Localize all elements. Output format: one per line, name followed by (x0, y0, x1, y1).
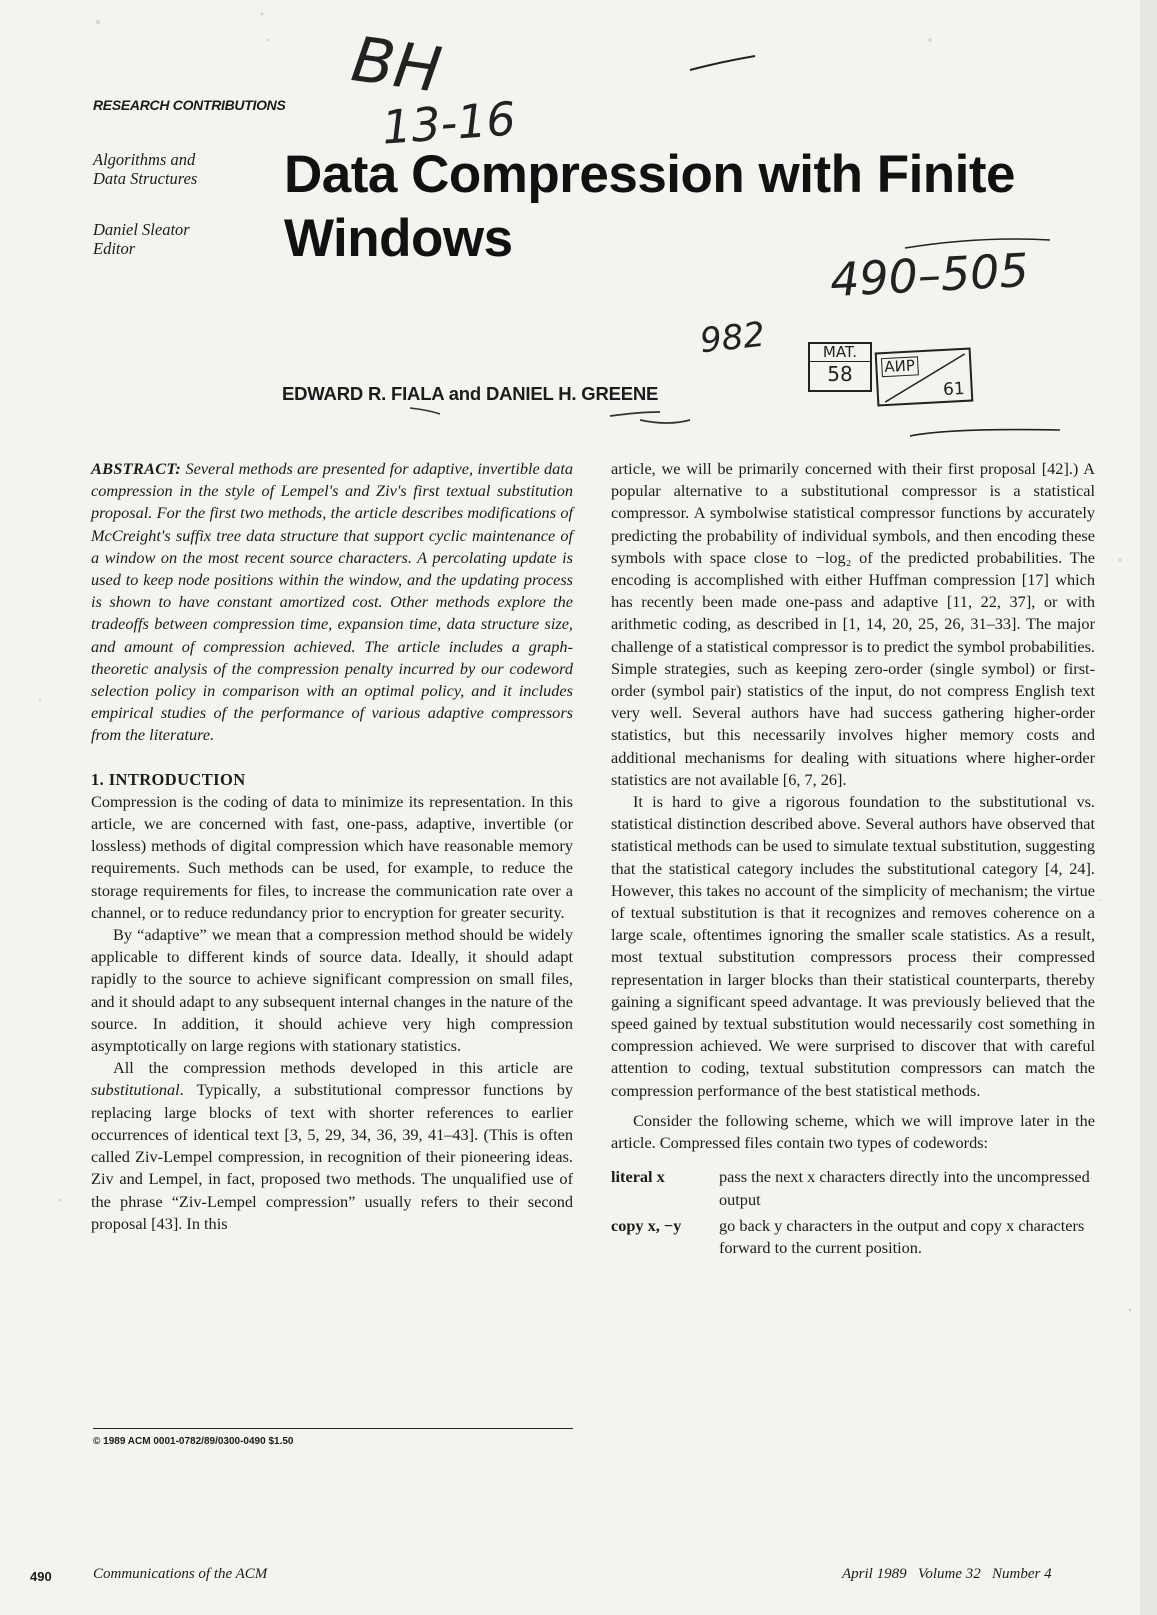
handwritten-pages: 490–505 (828, 242, 1030, 308)
abstract-text: Several methods are presented for adaptive, invertible data compression in the style of Lempel's and Ziv's first textual substitution proposal. For the first two methods, the article describes modifications of McCreight's suffix tree data structure that support cyclic maintenance of a window on the most recent source characters. A percolating update is used to keep node positions within the window, and the updating process is shown to have constant amortized cost. Other methods explore the tradeoffs between compression time, expansion time, data structure size, and amount of compression achieved. The article includes a graph-theoretic analysis of the compression penalty incurred by our codeword selection policy in comparison with an optimal policy, and it includes empirical studies of the performance of various adaptive compressors from the literature. (91, 459, 573, 745)
editor-role: Editor (93, 239, 136, 258)
section-label: RESEARCH CONTRIBUTIONS (93, 97, 286, 113)
abstract-label: ABSTRACT: (91, 459, 182, 478)
abstract (91, 458, 573, 747)
aip-stamp-number: 61 (942, 378, 966, 401)
intro-paragraph-1: Compression is the coding of data to minimize its representation. In this article, we are concerned with fast, one-pass, adaptive, invertible (or lossless) methods of digital compression which have reasonable memory requirements. Such methods can be used, for example, to reduce the storage requirements for files, to increase the communication rate over a channel, or to reduce redundancy prior to encryption for greater security. (91, 791, 573, 922)
body-paragraph-3: Consider the following scheme, which we will improve later in the article. Compressed files contain two types of codewords: (611, 1110, 1095, 1153)
department (93, 150, 197, 188)
issue-info: April 1989 Volume 32 Number 4 (842, 1566, 1052, 1582)
copyright-notice: © 1989 ACM 0001-0782/89/0300-0490 $1.50 (93, 1436, 294, 1447)
department-line2: Data Structures (93, 169, 198, 188)
codeword-literal-desc: pass the next x characters directly into the uncompressed output (719, 1167, 1090, 1209)
handwritten-number: 982 (698, 314, 767, 362)
editor (93, 220, 190, 258)
aip-stamp-label: АИР (881, 356, 918, 377)
mat-stamp (808, 342, 872, 392)
intro-paragraph-3 (91, 1057, 573, 1235)
codeword-copy-desc: go back y characters in the output and copy x characters forward to the current position. (719, 1215, 1085, 1257)
footnote-rule (93, 1428, 573, 1429)
intro-p3-end: . Typically, a substitutional compressor functions by replacing large blocks of text with shorter references to earlier occurrences of identical text [3, 5, 29, 34, 36, 39, 41–43]. (This is often called Ziv-Lempel compression, in recognition of their pioneering ideas. Ziv and Lempel, in fact, proposed two methods. The unqualified use of the phrase “Ziv-Lempel compression” usually refers to their second proposal [43]. In this (91, 1080, 573, 1233)
mat-stamp-label: MAT. (810, 344, 870, 362)
title-line2: Windows (284, 209, 513, 268)
intro-paragraph-2: By “adaptive” we mean that a compression method should be widely applicable to different kinds of source data. Ideally, it should adapt rapidly to the source to achieve significant compression on small files, and it should adapt to any subsequent internal changes in the nature of the source. In addition, it should achieve very high compression asymptotically on large regions with stationary statistics. (91, 925, 573, 1056)
journal-name: Communications of the ACM (93, 1566, 268, 1582)
title-line1: Data Compression with Finite (284, 145, 1016, 204)
right-column (611, 458, 1095, 1259)
article-title (284, 143, 1104, 271)
department-line1: Algorithms and (93, 150, 196, 169)
codeword-copy-key: copy x, −y (611, 1215, 682, 1235)
aip-stamp (875, 348, 974, 407)
mat-stamp-number: 58 (827, 362, 853, 386)
intro-p3-emphasis: substitutional (91, 1080, 180, 1100)
handwritten-initials: BH (347, 22, 446, 107)
handwritten-range: 13-16 (380, 91, 518, 155)
page-number: 490 (30, 1569, 52, 1584)
left-column (91, 458, 573, 1235)
section-heading-introduction: 1. INTRODUCTION (91, 769, 246, 789)
editor-name: Daniel Sleator (93, 220, 190, 239)
authors: EDWARD R. FIALA and DANIEL H. GREENE (282, 383, 659, 404)
codeword-literal-key: literal x (611, 1167, 665, 1187)
body-paragraph-2: It is hard to give a rigorous foundation to the substitutional vs. statistical distinction described above. Several authors have observed that statistical methods can be used to simulate textual substitution, suggesting that the statistical category includes the substitutional category [4, 24]. However, this takes no account of the simplicity of mechanism; the virtue of textual substitution is that it recognizes and removes coherence on a large scale, oftentimes ignoring the smaller scale statistics. As a result, most textual substitution compressors process their compressed representation in larger blocks than their statistical counterparts, thereby gaining a significant speed advantage. It was previously believed that the speed gained by textual substitution would necessarily cost something in compression achieved. We were surprised to discover that with careful attention to coding, textual substitution compressors can match the compression performance of the best statistical methods. (611, 792, 1095, 1100)
codeword-list (611, 1166, 1095, 1259)
body-paragraph-1: article, we will be primarily concerned with their first proposal [42].) A popular alternative to a substitutional compressor is a statistical compressor. A symbolwise statistical compressor functions by accurately predicting the probability of individual symbols, and then encoding these symbols with space close to −log₂ of the predicted probabilities. The encoding is accomplished with either Huffman compression [17] which has recently been made one-pass and adaptive [11, 22, 37], or with arithmetic coding, as described in [1, 14, 20, 25, 26, 31–33]. The major challenge of a statistical compressor is to predict the symbol probabilities. Simple strategies, such as keeping zero-order (single symbol) or first-order (symbol pair) statistics of the input, do not compress English text very well. Several authors have had success gathering higher-order statistics, but this necessarily involves higher memory costs and additional mechanisms for dealing with situations where higher-order statistics are not available [6, 7, 26]. (611, 459, 1095, 789)
intro-p3-start: All the compression methods developed in this article are (113, 1058, 573, 1078)
